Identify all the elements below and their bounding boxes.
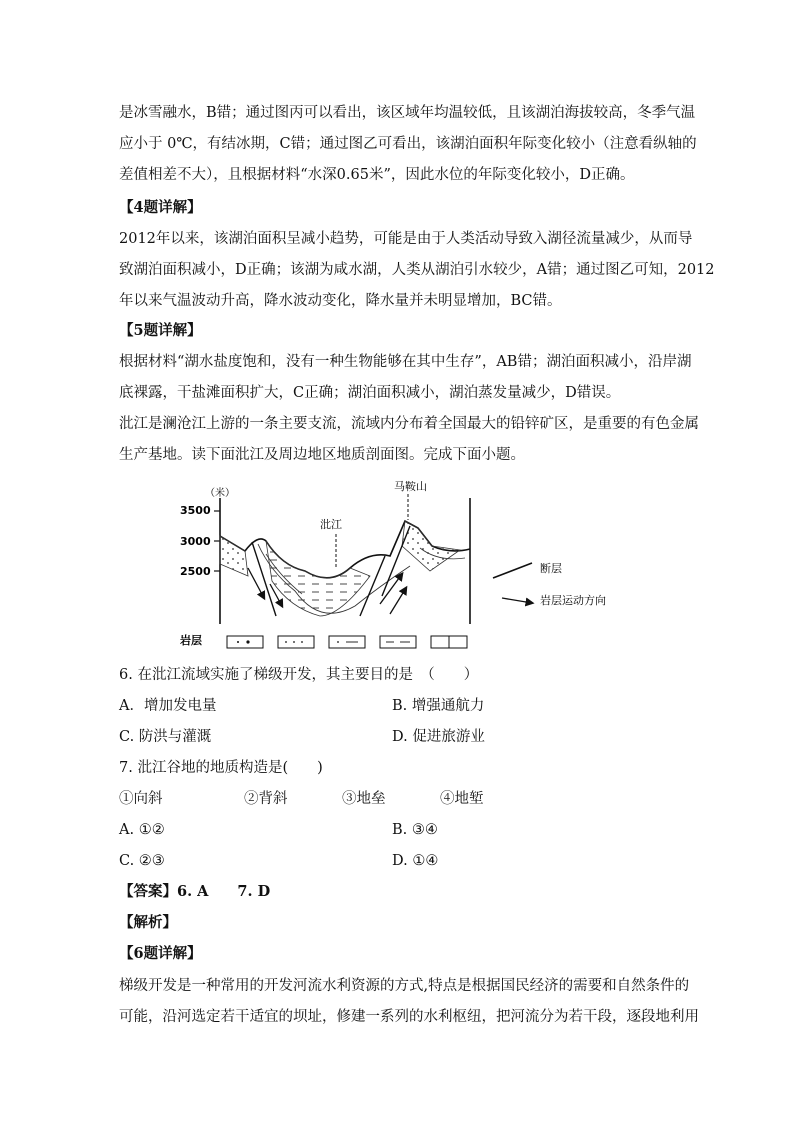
- q7-option-b: B. ③④: [392, 822, 438, 838]
- legend-fault-symbol: [493, 563, 532, 578]
- intro-line: 生产基地。读下面沘江及周边地区地质剖面图。完成下面小题。: [119, 447, 525, 463]
- paragraph-line: 梯级开发是一种常用的开发河流水利资源的方式,特点是根据国民经济的需要和自然条件的: [119, 978, 690, 994]
- motion-arrow: [390, 588, 406, 614]
- q7-statement-2: ②背斜: [244, 791, 288, 807]
- q6-option-b: B. 增强通航力: [392, 698, 485, 714]
- mountain-label: 马鞍山: [394, 480, 427, 493]
- section-heading-6: 【6题详解】: [119, 945, 202, 962]
- question-6-stem: 6. 在沘江流域实施了梯级开发，其主要目的是 （ ）: [119, 667, 479, 683]
- y-tick-label: 3000: [180, 535, 211, 548]
- q7-option-d: D. ①④: [392, 853, 439, 869]
- section-heading-5: 【5题详解】: [119, 322, 202, 339]
- paragraph-line: 底裸露，干盐滩面积扩大，C正确；湖泊面积减小，湖泊蒸发量减少，D错误。: [119, 385, 621, 401]
- q7-option-c: C. ②③: [119, 853, 165, 869]
- paragraph-line: 是冰雪融水，B错；通过图丙可以看出，该区域年均温较低，且该湖泊海拔较高，冬季气温: [119, 105, 696, 121]
- paragraph-line: 根据材料“湖水盐度饱和，没有一种生物能够在其中生存”，AB错；湖泊面积减小，沿岸湖: [119, 354, 692, 370]
- q7-statement-3: ③地垒: [342, 791, 386, 807]
- paragraph-line: 应小于 0℃，有结冰期，C错；通过图乙可看出，该湖泊面积年际变化较小（注意看纵轴的: [119, 136, 697, 152]
- q7-statement-1: ①向斜: [119, 791, 163, 807]
- legend-motion-label: 岩层运动方向: [540, 594, 606, 607]
- paragraph-line: 2012年以来，该湖泊面积呈减小趋势，可能是由于人类活动导致入湖径流量减少，从而导: [119, 231, 693, 247]
- analysis-label: 【解析】: [119, 914, 177, 931]
- q7-statement-4: ④地堑: [440, 791, 484, 807]
- y-tick-label: 2500: [180, 565, 211, 578]
- geologic-cross-section-figure: [170, 476, 640, 654]
- question-7-stem: 7. 沘江谷地的地质构造是( ): [119, 760, 323, 776]
- q6-option-d: D. 促进旅游业: [392, 729, 485, 745]
- q6-option-a: A．增加发电量: [119, 698, 217, 714]
- intro-line: 沘江是澜沧江上游的一条主要支流，流域内分布着全国最大的铅锌矿区，是重要的有色金属: [119, 416, 699, 432]
- river-label: 沘江: [320, 518, 342, 531]
- fault-line: [382, 526, 410, 596]
- strata-label: 岩层: [180, 634, 202, 647]
- section-heading-4: 【4题详解】: [119, 199, 202, 216]
- paragraph-line: 年以来气温波动升高，降水波动变化，降水量并未明显增加，BC错。: [119, 293, 562, 309]
- y-tick-label: 3500: [180, 504, 211, 517]
- axis-unit-label: （米）: [205, 488, 235, 499]
- q7-option-a: A. ①②: [119, 822, 165, 838]
- paragraph-line: 可能，沿河选定若干适宜的坝址，修建一系列的水利枢纽，把河流分为若干段，逐段地利用: [119, 1009, 699, 1025]
- q6-option-c: C. 防洪与灌溉: [119, 729, 212, 745]
- legend-fault-label: 断层: [540, 562, 562, 575]
- paragraph-line: 致湖泊面积减小，D正确；该湖为咸水湖，人类从湖泊引水较少，A错；通过图乙可知，2012: [119, 262, 715, 278]
- paragraph-line: 差值相差不大），且根据材料“水深0.65米”，因此水位的年际变化较小，D正确。: [119, 167, 635, 183]
- answer-label: 【答案】6. A 7. D: [119, 883, 271, 900]
- legend-motion-symbol: [502, 598, 532, 603]
